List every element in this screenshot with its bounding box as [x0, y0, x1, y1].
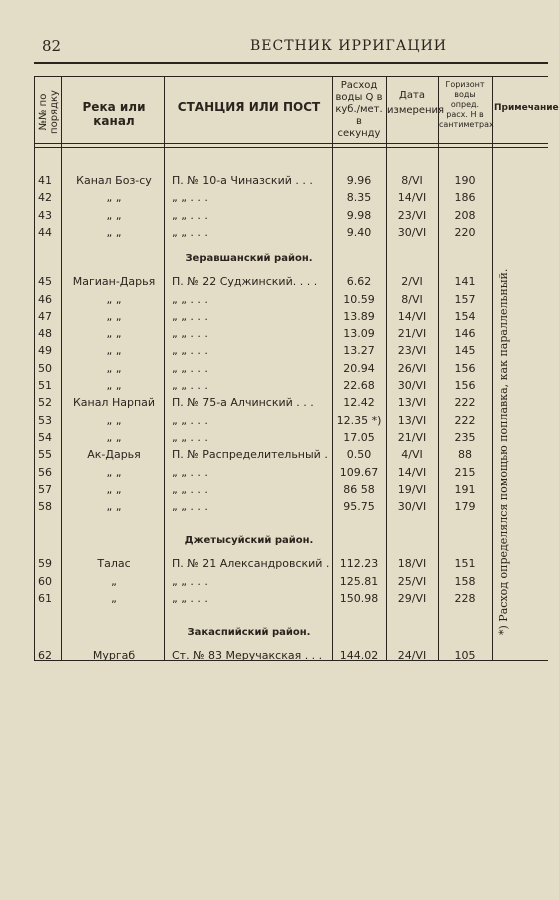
table-row: [34, 327, 548, 344]
row-date: 2/VI: [401, 275, 423, 289]
row-river: „ „: [106, 361, 122, 375]
row-river: „ „: [106, 344, 122, 358]
row-discharge: 13.09: [343, 327, 375, 341]
row-number: 46: [38, 292, 52, 306]
row-river: „ „: [106, 208, 122, 222]
row-number: 53: [38, 413, 52, 427]
row-discharge: 95.75: [343, 500, 375, 514]
row-discharge: 0.50: [346, 448, 372, 462]
header-bottom-border-double: [34, 147, 548, 148]
row-number: 56: [38, 465, 52, 479]
row-date: 29/VI: [397, 592, 427, 605]
row-date: 8/VI: [401, 174, 423, 187]
row-level: 228: [454, 592, 476, 605]
table-row: [34, 209, 548, 226]
row-level: 105: [454, 649, 476, 663]
table-row: [34, 414, 548, 431]
row-river: „ „: [106, 465, 122, 479]
section-title: Джетысуйский район.: [184, 535, 314, 547]
row-river: „ „: [106, 430, 122, 444]
row-date: 30/VI: [397, 379, 427, 392]
row-number: 61: [38, 592, 52, 605]
row-station: „ „ . . .: [172, 309, 208, 323]
row-date: 14/VI: [397, 465, 427, 479]
row-level: 220: [454, 225, 476, 239]
row-discharge: 22.68: [343, 379, 375, 392]
row-river: Талас: [97, 557, 131, 571]
row-level: 156: [454, 379, 476, 392]
journal-title: ВЕСТНИК ИРРИГАЦИИ: [250, 38, 448, 54]
row-river: Канал Боз-су: [76, 174, 152, 187]
table-row: [34, 592, 548, 609]
row-discharge: 13.89: [343, 309, 375, 323]
col-header-note: Примечание: [494, 103, 559, 113]
row-date: 13/VI: [397, 413, 427, 427]
row-station: „ „ . . .: [172, 191, 208, 205]
row-level: 208: [454, 208, 476, 222]
row-number: 47: [38, 309, 52, 323]
row-number: 48: [38, 327, 52, 341]
row-number: 45: [38, 275, 52, 289]
page-number: 82: [42, 37, 62, 55]
row-river: „: [111, 592, 117, 605]
col-header-date: Дата измерения: [387, 90, 445, 116]
row-level: 141: [454, 275, 476, 289]
row-discharge: 150.98: [339, 592, 379, 605]
table-row: [34, 483, 548, 500]
row-date: 23/VI: [397, 344, 427, 358]
row-discharge: 9.96: [346, 174, 372, 187]
row-number: 58: [38, 500, 52, 514]
row-level: 191: [454, 482, 476, 496]
footnote: *) Расход определялся помощью поплавка, как параллельный.: [497, 268, 510, 635]
row-discharge: 10.59: [343, 292, 375, 306]
row-number: 49: [38, 344, 52, 358]
row-number: 59: [38, 557, 52, 571]
row-river: Магиан-Дарья: [72, 275, 156, 289]
table-row: [34, 191, 548, 208]
table-row: [34, 575, 548, 592]
row-discharge: 12.35 *): [336, 413, 382, 427]
row-discharge: 109.67: [339, 465, 379, 479]
row-level: 186: [454, 191, 476, 205]
row-discharge: 86 58: [343, 482, 375, 496]
row-date: 14/VI: [397, 309, 427, 323]
row-river: „ „: [106, 413, 122, 427]
row-river: Мургаб: [92, 649, 136, 663]
row-station: „ „ . . .: [172, 361, 208, 375]
section-title: Зеравшанский район.: [185, 253, 313, 265]
row-level: 157: [454, 292, 476, 306]
table-row: [34, 431, 548, 448]
row-discharge: 144.02: [339, 649, 379, 663]
row-station: „ „ . . .: [172, 465, 208, 479]
row-station: „ „ . . .: [172, 592, 208, 605]
row-station: П. № 10-а Чиназский . . .: [172, 174, 313, 187]
col-header-river: Река или канал: [82, 100, 146, 128]
table-row: [34, 344, 548, 361]
row-level: 179: [454, 500, 476, 514]
row-number: 52: [38, 396, 52, 410]
col-header-station: СТАНЦИЯ ИЛИ ПОСТ: [177, 100, 321, 114]
row-station: „ „ . . .: [172, 482, 208, 496]
row-date: 24/VI: [397, 649, 427, 663]
row-river: „ „: [106, 225, 122, 239]
row-station: „ „ . . .: [172, 225, 208, 239]
row-river: „ „: [106, 191, 122, 205]
col-header-discharge: Расход воды Q в куб./мет. в секунду: [335, 80, 383, 139]
row-number: 44: [38, 225, 52, 239]
row-station: П. № Распределительный .: [172, 448, 328, 462]
table-row: [34, 649, 548, 666]
col-header-level: Горизонт воды опред. расх. Н в сантиметрах: [439, 80, 494, 129]
table-row: [34, 466, 548, 483]
row-discharge: 6.62: [346, 275, 372, 289]
row-date: 23/VI: [397, 208, 427, 222]
row-date: 26/VI: [397, 361, 427, 375]
row-river: „ „: [106, 482, 122, 496]
row-river: „ „: [106, 327, 122, 341]
table-row: [34, 310, 548, 327]
row-discharge: 112.23: [339, 557, 379, 571]
row-number: 50: [38, 361, 52, 375]
row-date: 14/VI: [397, 191, 427, 205]
row-level: 154: [454, 309, 476, 323]
row-station: „ „ . . .: [172, 500, 208, 514]
table-row: [34, 293, 548, 310]
row-station: „ „ . . .: [172, 379, 208, 392]
row-river: Ак-Дарья: [87, 448, 141, 462]
row-discharge: 12.42: [343, 396, 375, 410]
row-level: 235: [454, 430, 476, 444]
row-station: П. № 75-а Алчинский . . .: [172, 396, 314, 410]
row-date: 21/VI: [397, 327, 427, 341]
row-date: 25/VI: [397, 574, 427, 588]
row-date: 30/VI: [397, 225, 427, 239]
col-header-number: №№ по порядку: [38, 90, 60, 134]
table-row: [34, 448, 548, 465]
row-river: „ „: [106, 292, 122, 306]
row-station: „ „ . . .: [172, 344, 208, 358]
header-bottom-border: [34, 143, 548, 144]
row-date: 30/VI: [397, 500, 427, 514]
row-river: „ „: [106, 500, 122, 514]
table-row: [34, 174, 548, 191]
row-date: 8/VI: [401, 292, 423, 306]
row-discharge: 9.98: [346, 208, 372, 222]
row-station: „ „ . . .: [172, 413, 208, 427]
table-top-border: [34, 76, 548, 77]
row-number: 42: [38, 191, 52, 205]
row-river: Канал Нарпай: [72, 396, 156, 410]
row-station: П. № 21 Александровский .: [172, 557, 330, 571]
row-river: „ „: [106, 309, 122, 323]
row-number: 62: [38, 649, 52, 663]
row-number: 41: [38, 174, 52, 187]
row-station: „ „ . . .: [172, 327, 208, 341]
row-level: 215: [454, 465, 476, 479]
row-level: 156: [454, 361, 476, 375]
row-level: 145: [454, 344, 476, 358]
table-row: [34, 379, 548, 396]
table-row: [34, 500, 548, 517]
row-date: 21/VI: [397, 430, 427, 444]
table-row: [34, 226, 548, 243]
row-number: 54: [38, 430, 52, 444]
section-title: Закаспийский район.: [187, 627, 311, 639]
row-level: 158: [454, 574, 476, 588]
row-date: 18/VI: [397, 557, 427, 571]
row-number: 60: [38, 574, 52, 588]
row-number: 57: [38, 482, 52, 496]
row-station: „ „ . . .: [172, 574, 208, 588]
row-station: „ „ . . .: [172, 430, 208, 444]
row-station: Ст. № 83 Меручакская . . .: [172, 649, 323, 663]
row-date: 4/VI: [401, 448, 423, 462]
row-level: 222: [454, 413, 476, 427]
row-level: 222: [454, 396, 476, 410]
row-discharge: 9.40: [346, 225, 372, 239]
row-river: „: [111, 574, 117, 588]
row-level: 88: [458, 448, 472, 462]
row-river: „ „: [106, 379, 122, 392]
row-number: 51: [38, 379, 52, 392]
row-discharge: 8.35: [346, 191, 372, 205]
row-date: 13/VI: [397, 396, 427, 410]
row-level: 190: [454, 174, 476, 187]
row-discharge: 20.94: [343, 361, 375, 375]
row-number: 55: [38, 448, 52, 462]
row-date: 19/VI: [397, 482, 427, 496]
row-discharge: 13.27: [343, 344, 375, 358]
table-row: [34, 557, 548, 574]
table-row: [34, 275, 548, 292]
row-level: 146: [454, 327, 476, 341]
row-number: 43: [38, 208, 52, 222]
row-discharge: 17.05: [343, 430, 375, 444]
row-discharge: 125.81: [339, 574, 379, 588]
table-row: [34, 362, 548, 379]
header-rule: [34, 62, 548, 64]
table-row: [34, 396, 548, 413]
row-station: П. № 22 Суджинский. . . .: [172, 275, 318, 289]
row-station: „ „ . . .: [172, 292, 208, 306]
row-station: „ „ . . .: [172, 208, 208, 222]
row-level: 151: [454, 557, 476, 571]
